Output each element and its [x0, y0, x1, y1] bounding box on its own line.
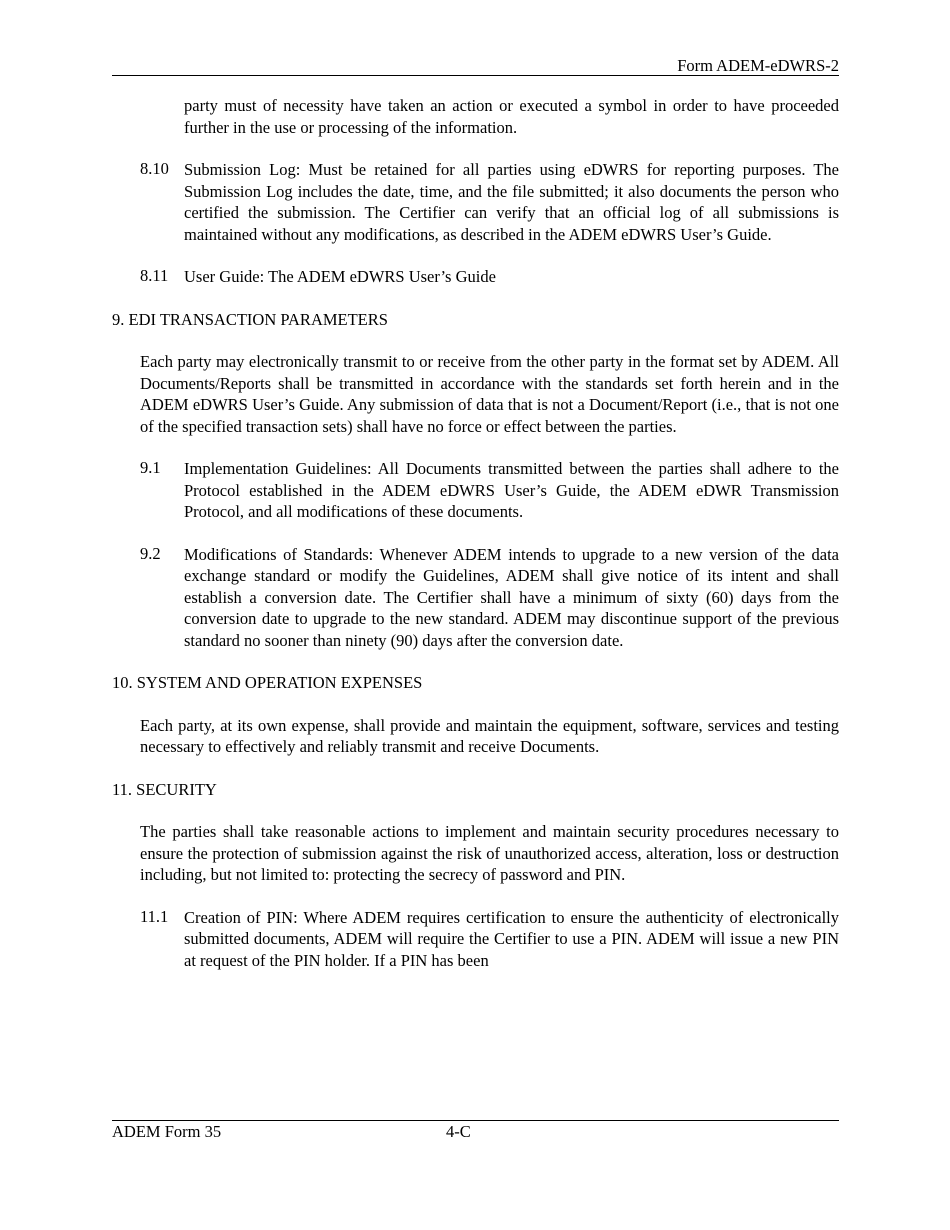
clause-text: Creation of PIN: Where ADEM requires certification to ensure the authenticity of electronically submitted documents, ADEM will require the Certifier to use a PIN. ADEM will issue a new PIN at request of the PIN holder. If a PIN has been	[184, 907, 839, 970]
clause-9-2	[112, 544, 839, 652]
section-11-body: The parties shall take reasonable actions to implement and maintain security procedures necessary to ensure the protection of submission against the risk of unauthorized access, alteration, loss or destruction including, but not limited to: protecting the secrecy of password and PIN.	[140, 822, 839, 884]
clause-text: Implementation Guidelines: All Documents transmitted between the parties shall adhere to the Protocol established in the ADEM eDWRS User’s Guide, the ADEM eDWR Transmission Protocol, and all modifications of these documents.	[184, 459, 839, 521]
clause-number: 11.1	[140, 906, 169, 926]
clause-9-1	[112, 458, 839, 523]
section-9-heading: 9. EDI TRANSACTION PARAMETERS	[112, 309, 388, 329]
section-9-body: Each party may electronically transmit to or receive from the other party in the format set by ADEM. All Documents/Reports shall be transmitted in accordance with the standards set forth herein and in the ADEM eDWRS User’s Guide. Any submission of data that is not a Document/Report (i.e., that is not one of the specified transaction sets) shall have no force or effect between the parties.	[140, 352, 839, 436]
clause-number: 8.11	[140, 266, 169, 285]
footer-form-name: ADEM Form 35	[112, 1122, 222, 1141]
clause-number: 9.2	[140, 543, 161, 563]
continued-paragraph: party must of necessity have taken an action or executed a symbol in order to have proceeded further in the use or processing of the information.	[184, 96, 839, 137]
clause-8-10	[112, 159, 839, 245]
clause-text: Submission Log: Must be retained for all parties using eDWRS for reporting purposes. The Submission Log includes the date, time, and the file submitted; it also documents the person who certified the submission. The Certifier can verify that an official log of all submissions is maintained without any modifications, as described in the ADEM eDWRS User’s Guide.	[184, 160, 839, 244]
footer-page-number: 4-C	[446, 1122, 471, 1141]
clause-11-1	[112, 907, 839, 972]
section-11-heading: 11. SECURITY	[112, 779, 217, 799]
document-body	[112, 95, 839, 971]
form-id-header: Form ADEM-eDWRS-2	[677, 56, 839, 75]
section-10-heading: 10. SYSTEM AND OPERATION EXPENSES	[112, 673, 423, 692]
header-rule	[112, 75, 839, 76]
clause-text: User Guide: The ADEM eDWRS User’s Guide	[184, 267, 496, 286]
clause-number: 9.1	[140, 458, 161, 477]
clause-number: 8.10	[140, 159, 169, 178]
footer-rule	[112, 1120, 839, 1121]
clause-text: Modifications of Standards: Whenever ADEM intends to upgrade to a new version of the data exchange standard or modify the Guidelines, ADEM shall give notice of its intent and shall establish a conversion date. The Certifier shall have a minimum of sixty (60) days from the conversion date to upgrade to the new standard. ADEM may discontinue support of the previous standard no sooner than ninety (90) days after the conversion date.	[184, 544, 839, 650]
clause-8-11	[112, 266, 839, 288]
section-10-body: Each party, at its own expense, shall provide and maintain the equipment, software, services and testing necessary to effectively and reliably transmit and receive Documents.	[140, 715, 839, 756]
